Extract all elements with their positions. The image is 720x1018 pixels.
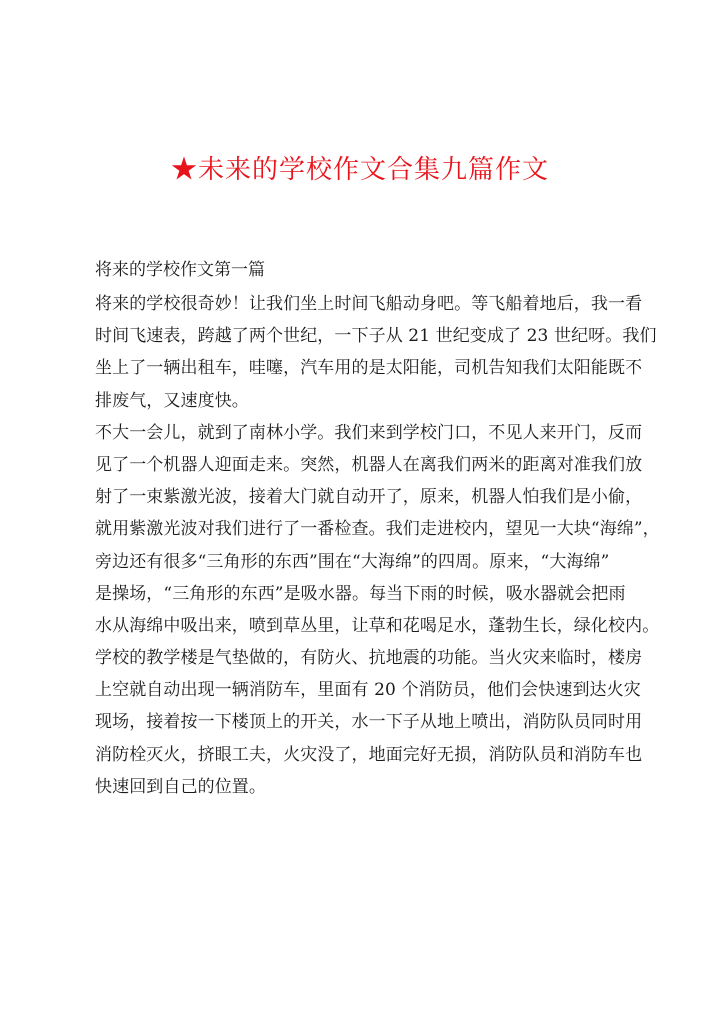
text-line: 旁边还有很多“三角形的东西”围在“大海绵”的四周。原来，“大海绵” — [95, 551, 610, 572]
text-line: 见了一个机器人迎面走来。突然，机器人在离我们两米的距离对准我们放 — [95, 454, 643, 475]
text-line: 现场，接着按一下楼顶上的开关，水一下子从地上喷出，消防队员同时用 — [95, 712, 643, 733]
text-line: 上空就自动出现一辆消防车，里面有 20 个消防员，他们会快速到达火灾 — [95, 680, 641, 701]
text-line: 坐上了一辆出租车，哇噻，汽车用的是太阳能，司机告知我们太阳能既不 — [95, 358, 643, 379]
text-line: 是操场，“三角形的东西”是吸水器。每当下雨的时候，吸水器就会把雨 — [95, 583, 626, 604]
text-line: 射了一束紫激光波，接着大门就自动开了，原来，机器人怕我们是小偷， — [95, 487, 643, 508]
document-title: ★未来的学校作文合集九篇作文 — [170, 155, 549, 185]
body-text — [95, 288, 660, 803]
text-line: 不大一会儿，就到了南林小学。我们来到学校门口，不见人来开门，反而 — [95, 422, 643, 443]
text-line: 排废气，又速度快。 — [95, 390, 249, 411]
text-line: 消防栓灭火，挤眼工夫，火灾没了，地面完好无损，消防队员和消防车也 — [95, 744, 643, 765]
text-line: 水从海绵中吸出来，喷到草丛里，让草和花喝足水，蓬勃生长，绿化校内。 — [95, 615, 660, 636]
text-line: 时间飞速表，跨越了两个世纪，一下子从 21 世纪变成了 23 世纪呀。我们 — [95, 326, 657, 347]
text-line: 快速回到自己的位置。 — [95, 776, 266, 797]
text-line: 就用紫激光波对我们进行了一番检查。我们走进校内，望见一大块“海绵”， — [95, 519, 660, 540]
text-line: 学校的教学楼是气垫做的，有防火、抗地震的功能。当火灾来临时，楼房 — [95, 648, 643, 669]
text-line: 将来的学校很奇妙！让我们坐上时间飞船动身吧。等飞船着地后，我一看 — [95, 294, 643, 314]
section-heading: 将来的学校作文第一篇 — [95, 260, 265, 280]
